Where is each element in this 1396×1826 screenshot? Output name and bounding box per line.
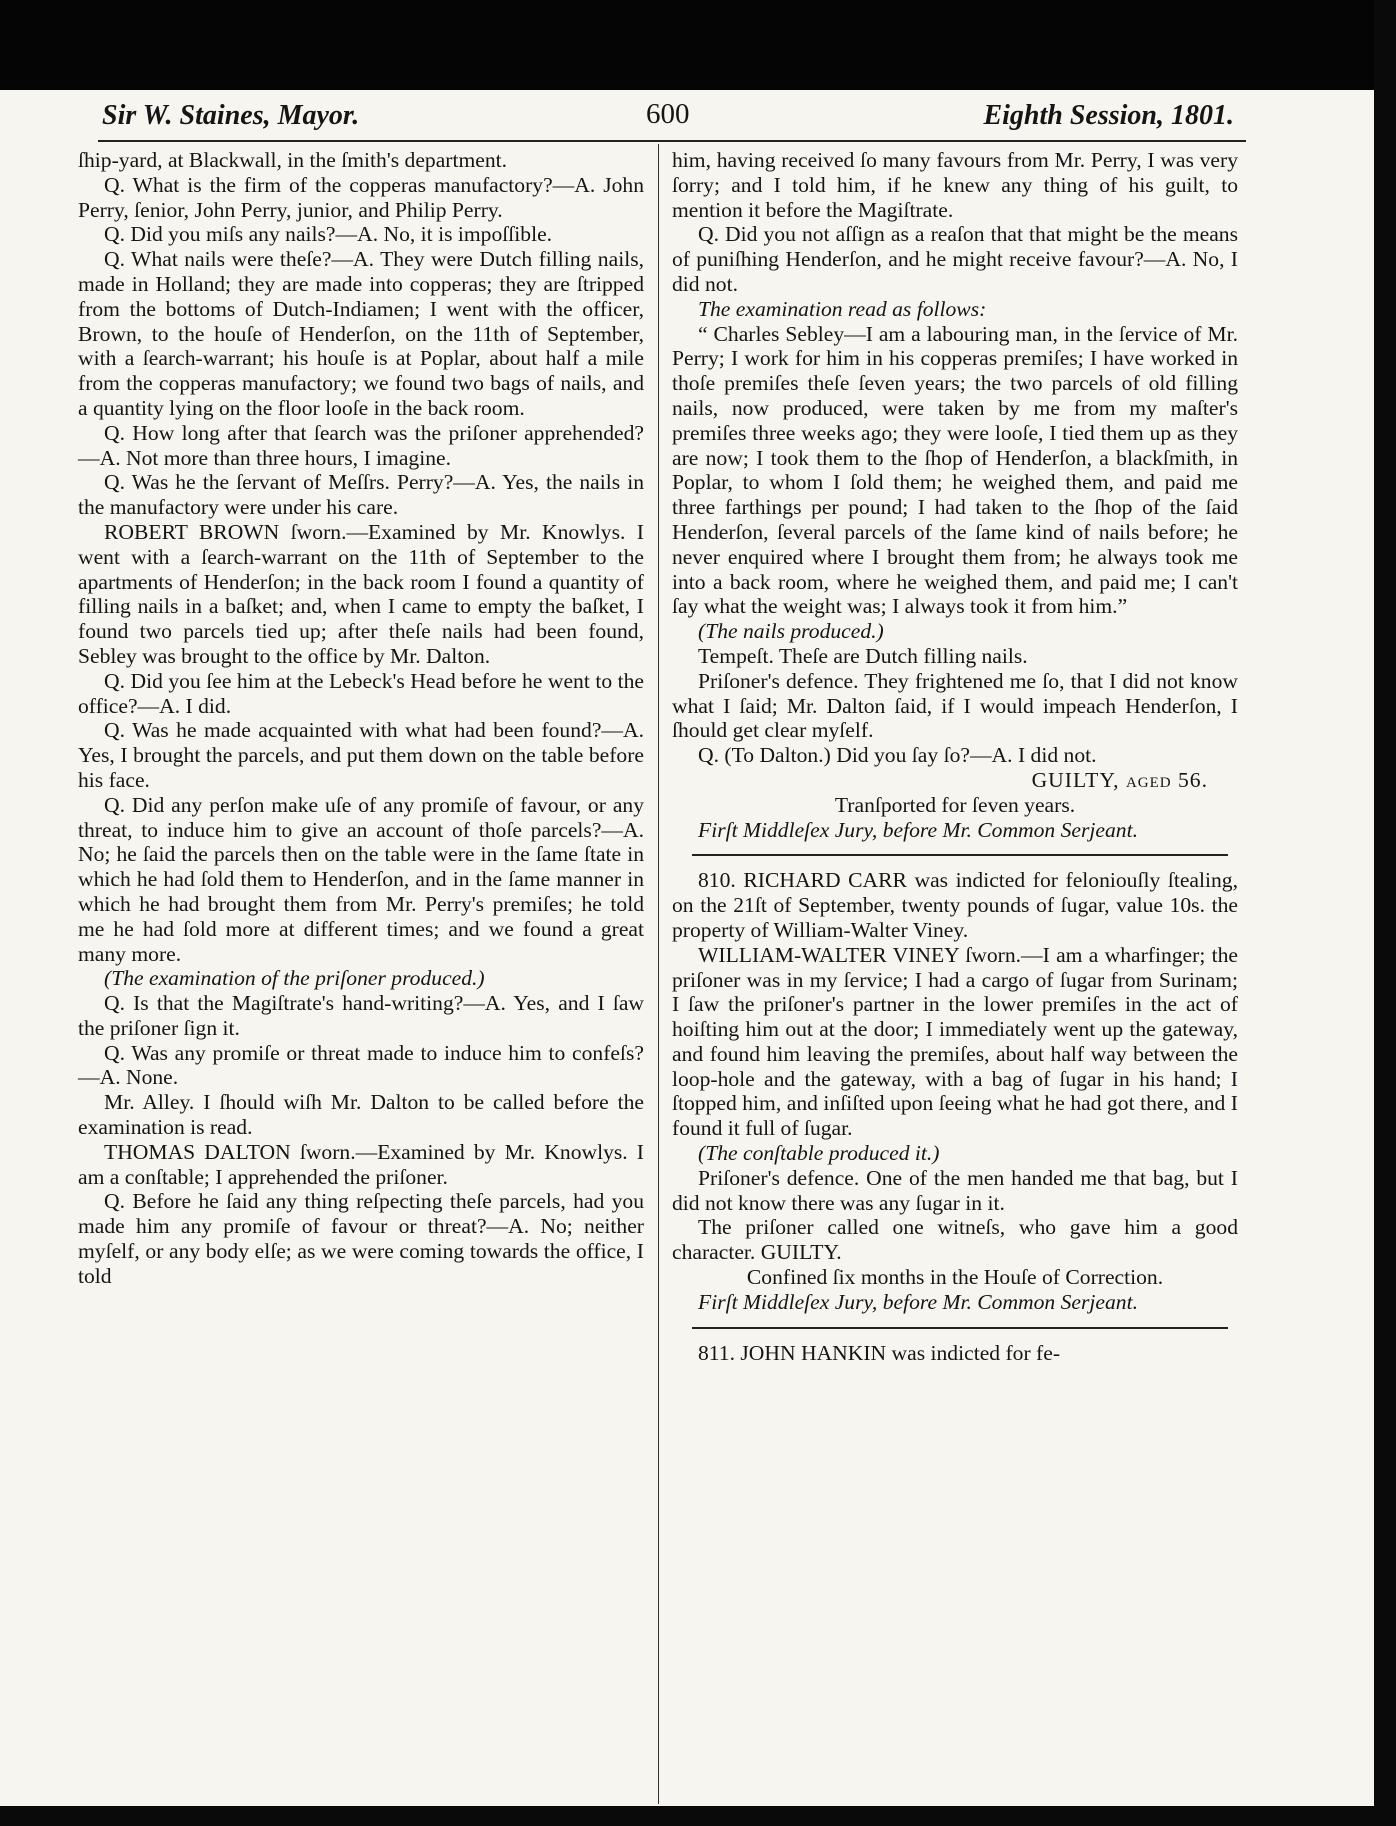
- scan-border-bottom: [0, 1806, 1396, 1826]
- paragraph: Firſt Middleſex Jury, before Mr. Common Serjeant.: [698, 817, 1138, 842]
- paragraph: THOMAS DALTON ſworn.—Examined by Mr. Knowlys. I am a conſtable; I apprehended the priſoner.: [78, 1139, 644, 1189]
- column-divider: [658, 144, 659, 1804]
- section-rule: [692, 854, 1228, 856]
- paragraph: Q. Did you not aſſign as a reaſon that that might be the means of puniſhing Henderſon, and he might receive favour?—A. No, I did not.: [672, 222, 1238, 296]
- right-column: [672, 148, 1238, 1365]
- running-header: [98, 92, 1246, 142]
- paragraph: Q. Before he ſaid any thing reſpecting theſe parcels, had you made him any promiſe of favour or threat?—A. No; neither myſelf, or any body elſe; as we were coming towards the office, I told: [78, 1189, 644, 1288]
- paragraph: Priſoner's defence. One of the men handed me that bag, but I did not know there was any ſugar in it.: [672, 1165, 1238, 1215]
- paragraph: (The nails produced.): [698, 619, 884, 644]
- paragraph: GUILTY, aged 56.: [1031, 767, 1208, 792]
- paragraph: Tranſported for ſeven years.: [834, 792, 1076, 817]
- paragraph: ROBERT BROWN ſworn.—Examined by Mr. Knowlys. I went with a ſearch-warrant on the 11th of September to the apartments of Henderſon; in the back room I found a quantity of filling nails in a baſket; and, when I came to empty the baſket, I found two parcels tied up; after theſe nails had been found, Sebley was brought to the office by Mr. Dalton.: [78, 519, 644, 668]
- paragraph: Q. Did you miſs any nails?—A. No, it is impoſſible.: [104, 222, 553, 247]
- page-number: 600: [646, 98, 690, 130]
- paragraph: (The conſtable produced it.): [698, 1141, 940, 1166]
- paragraph: The priſoner called one witneſs, who gave him a good character. GUILTY.: [672, 1215, 1238, 1265]
- section-rule: [692, 1327, 1228, 1329]
- left-column: [78, 148, 644, 1289]
- paragraph: Q. Was any promiſe or threat made to induce him to confeſs?—A. None.: [78, 1040, 644, 1090]
- paragraph: Priſoner's defence. They frightened me ſo, that I did not know what I ſaid; Mr. Dalton ſaid, if I would impeach Henderſon, I ſhould get clear myſelf.: [672, 668, 1238, 743]
- paragraph: Q. Is that the Magiſtrate's hand-writing?—A. Yes, and I ſaw the priſoner ſign it.: [78, 991, 644, 1040]
- paragraph: Q. (To Dalton.) Did you ſay ſo?—A. I did not.: [698, 743, 1097, 768]
- paragraph: ſhip-yard, at Blackwall, in the ſmith's department.: [78, 148, 508, 172]
- scan-border-right: [1374, 0, 1396, 1826]
- document-page: [78, 92, 1246, 1804]
- paragraph: Q. Was he made acquainted with what had been found?—A. Yes, I brought the parcels, and put them down on the table before his face.: [78, 718, 644, 792]
- paragraph: Mr. Alley. I ſhould wiſh Mr. Dalton to be called before the examination is read.: [78, 1090, 644, 1140]
- paragraph: 811. JOHN HANKIN was indicted for fe-: [698, 1340, 1061, 1365]
- paragraph: him, having received ſo many favours from Mr. Perry, I was very ſorry; and I told him, if he knew any thing of his guilt, to mention it before the Magiſtrate.: [672, 148, 1238, 222]
- scan-border-top: [0, 0, 1396, 90]
- paragraph: The examination read as follows:: [698, 296, 987, 321]
- paragraph: “ Charles Sebley—I am a labouring man, in the ſervice of Mr. Perry; I work for him in his copperas premiſes; I have worked in thoſe premiſes theſe ſeven years; the two parcels of old filling nails, now produced, were taken by me from my maſter's premiſes three weeks ago; they were looſe, I tied them up as they are now; I took them to the ſhop of Henderſon, a blackſmith, in Poplar, to whom I ſold them; he weighed them, and paid me three farthings per pound; I had taken to the ſhop of the ſaid Henderſon, ſeveral parcels of the ſame kind of nails before; he never enquired where I brought them from; he always took me into a back room, where he weighed them, and paid me; I can't ſay what the weight was; I always took it from him.”: [672, 321, 1238, 619]
- paragraph: Confined ſix months in the Houſe of Correction.: [746, 1265, 1164, 1290]
- paragraph: Q. Did you ſee him at the Lebeck's Head before he went to the office?—A. I did.: [78, 668, 644, 718]
- paragraph: Q. Was he the ſervant of Meſſrs. Perry?—A. Yes, the nails in the manufactory were under his care.: [78, 470, 644, 520]
- paragraph: Tempeſt. Theſe are Dutch filling nails.: [698, 643, 1028, 668]
- paragraph: WILLIAM-WALTER VINEY ſworn.—I am a wharfinger; the priſoner was in my ſervice; I had a cargo of ſugar from Surinam; I ſaw the priſoner's partner in the lower premiſes in the act of hoiſting him out at the door; I immediately went up the gateway, and found him leaving the premiſes, about half way between the loop-hole and the gateway, with a bag of ſugar in his hand; I ſtopped him, and inſiſted upon ſeeing what he had got there, and I found it full of ſugar.: [672, 942, 1238, 1141]
- paragraph: (The examination of the priſoner produced.): [104, 966, 485, 991]
- paragraph: 810. RICHARD CARR was indicted for feloniouſly ſtealing, on the 21ſt of September, twenty pounds of ſugar, value 10s. the property of William-Walter Viney.: [672, 868, 1238, 942]
- paragraph: Q. Did any perſon make uſe of any promiſe of favour, or any threat, to induce him to give an account of thoſe parcels?—A. No; he ſaid the parcels then on the table were in the ſame ſtate in which he had ſold them to Henderſon, and in the ſame manner in which he had brought them from Mr. Perry's premiſes; he told me he had ſold more at different times; and we found a great many more.: [78, 792, 644, 966]
- paragraph: Q. What nails were theſe?—A. They were Dutch filling nails, made in Holland; they are made into copperas; they are ſtripped from the bottoms of Dutch-Indiamen; I went with the officer, Brown, to the houſe of Henderſon, on the 11th of September, with a ſearch-warrant; his houſe is at Poplar, about half a mile from the copperas manufactory; we found two bags of nails, and a quantity lying on the floor looſe in the back room.: [78, 247, 644, 420]
- header-right: Eighth Session, 1801.: [983, 100, 1234, 131]
- paragraph: Firſt Middleſex Jury, before Mr. Common Serjeant.: [698, 1289, 1138, 1314]
- paragraph: Q. What is the firm of the copperas manufactory?—A. John Perry, ſenior, John Perry, junior, and Philip Perry.: [78, 172, 644, 222]
- paragraph: Q. How long after that ſearch was the priſoner apprehended?—A. Not more than three hours, I imagine.: [78, 420, 644, 470]
- header-left: Sir W. Staines, Mayor.: [102, 100, 360, 131]
